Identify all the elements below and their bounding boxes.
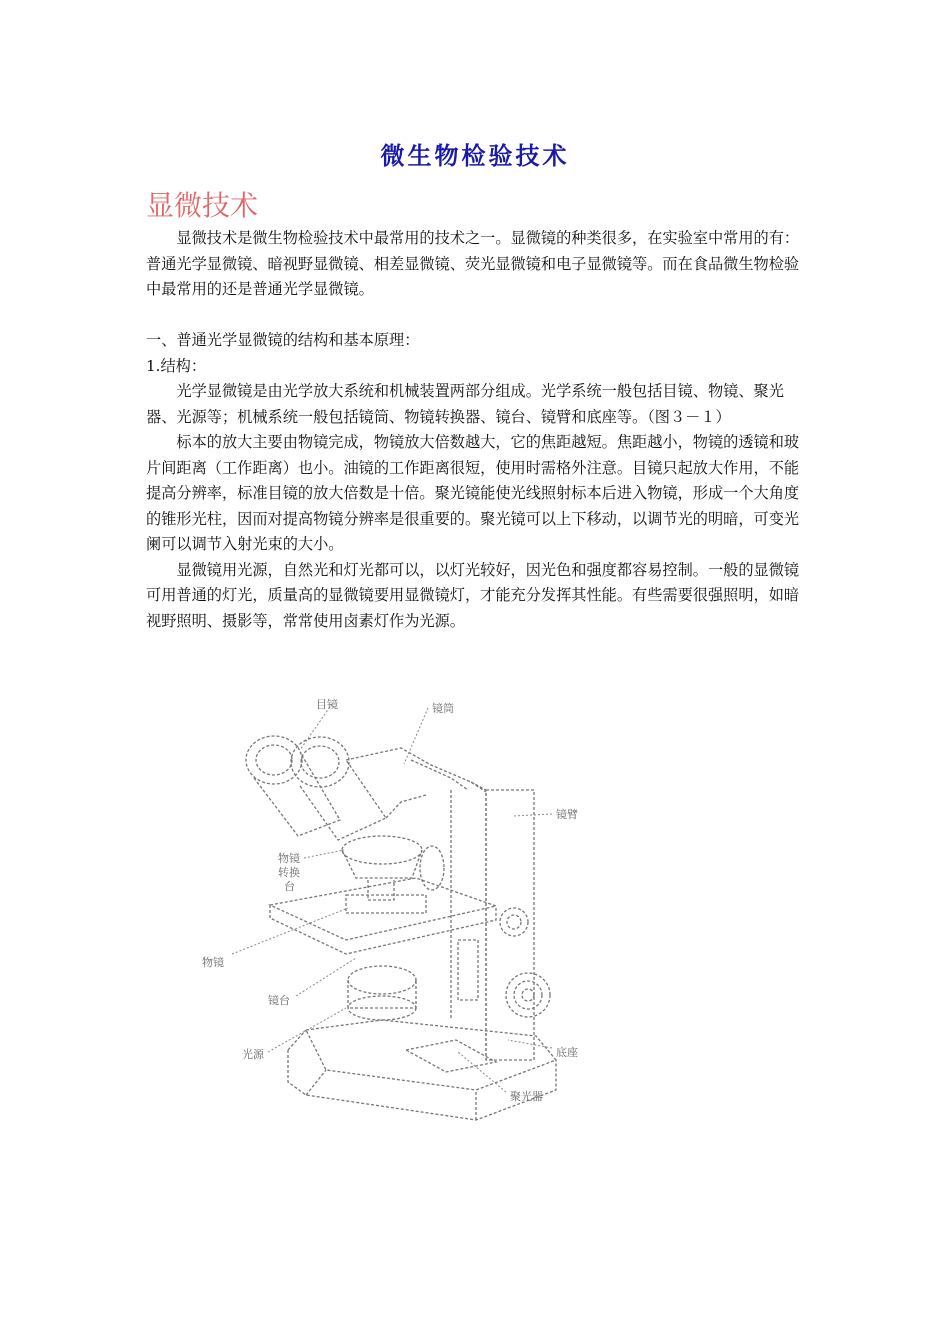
label-eyepiece: 目镜 bbox=[316, 698, 338, 711]
label-nosepiece-2: 转换 bbox=[278, 866, 300, 879]
label-stage: 镜台 bbox=[268, 994, 290, 1007]
microscope-figure bbox=[196, 690, 586, 1126]
label-light-source: 光源 bbox=[242, 1048, 264, 1061]
label-base: 底座 bbox=[556, 1046, 578, 1059]
intro-paragraph: 显微技术是微生物检验技术中最常用的技术之一。显微镜的种类很多，在实验室中常用的有：普通光学显微镜、暗视野显微镜、相差显微镜、荧光显微镜和电子显微镜等。而在食品微生物检验中最常用的还是普通光学显微镜。 bbox=[146, 229, 800, 298]
paragraph-magnification: 标本的放大主要由物镜完成，物镜放大倍数越大，它的焦距越短。焦距越小，物镜的透镜和玻片间距离（工作距离）也小。油镜的工作距离很短，使用时需格外注意。目镜只起放大作用，不能提高分辨率，标准目镜的放大倍数是十倍。聚光镜能使光线照射标本后进入物镜，形成一个大角度的锥形光柱，因而对提高物镜分辨率是很重要的。聚光镜可以上下移动，以调节光的明暗，可变光阑可以调节入射光束的大小。 bbox=[146, 433, 800, 553]
sub-item-heading: 1.结构： bbox=[146, 356, 207, 375]
label-tube: 镜筒 bbox=[432, 702, 454, 715]
label-nosepiece-3: 台 bbox=[284, 880, 295, 893]
paragraph-structure: 光学显微镜是由光学放大系统和机械装置两部分组成。光学系统一般包括目镜、物镜、聚光器、光源等；机械系统一般包括镜筒、物镜转换器、镜台、镜臂和底座等。（图３－１） bbox=[146, 382, 784, 426]
intro-paragraph-block bbox=[146, 226, 812, 303]
label-arm: 镜臂 bbox=[556, 808, 578, 821]
label-objective: 物镜 bbox=[202, 956, 224, 969]
label-condenser: 聚光器 bbox=[510, 1090, 543, 1103]
paragraph-light-source: 显微镜用光源，自然光和灯光都可以，以灯光较好，因光色和强度都容易控制。一般的显微镜可用普通的灯光，质量高的显微镜要用显微镜灯，才能充分发挥其性能。有些需要很强照明，如暗视野照明、摄影等，常常使用卤素灯作为光源。 bbox=[146, 560, 800, 630]
body-block bbox=[146, 328, 812, 634]
document-title: 微生物检验技术 bbox=[380, 141, 570, 170]
section-heading: 显微技术 bbox=[146, 189, 259, 222]
label-nosepiece-1: 物镜 bbox=[278, 852, 300, 865]
subsection-heading: 一、普通光学显微镜的结构和基本原理： bbox=[146, 331, 420, 349]
